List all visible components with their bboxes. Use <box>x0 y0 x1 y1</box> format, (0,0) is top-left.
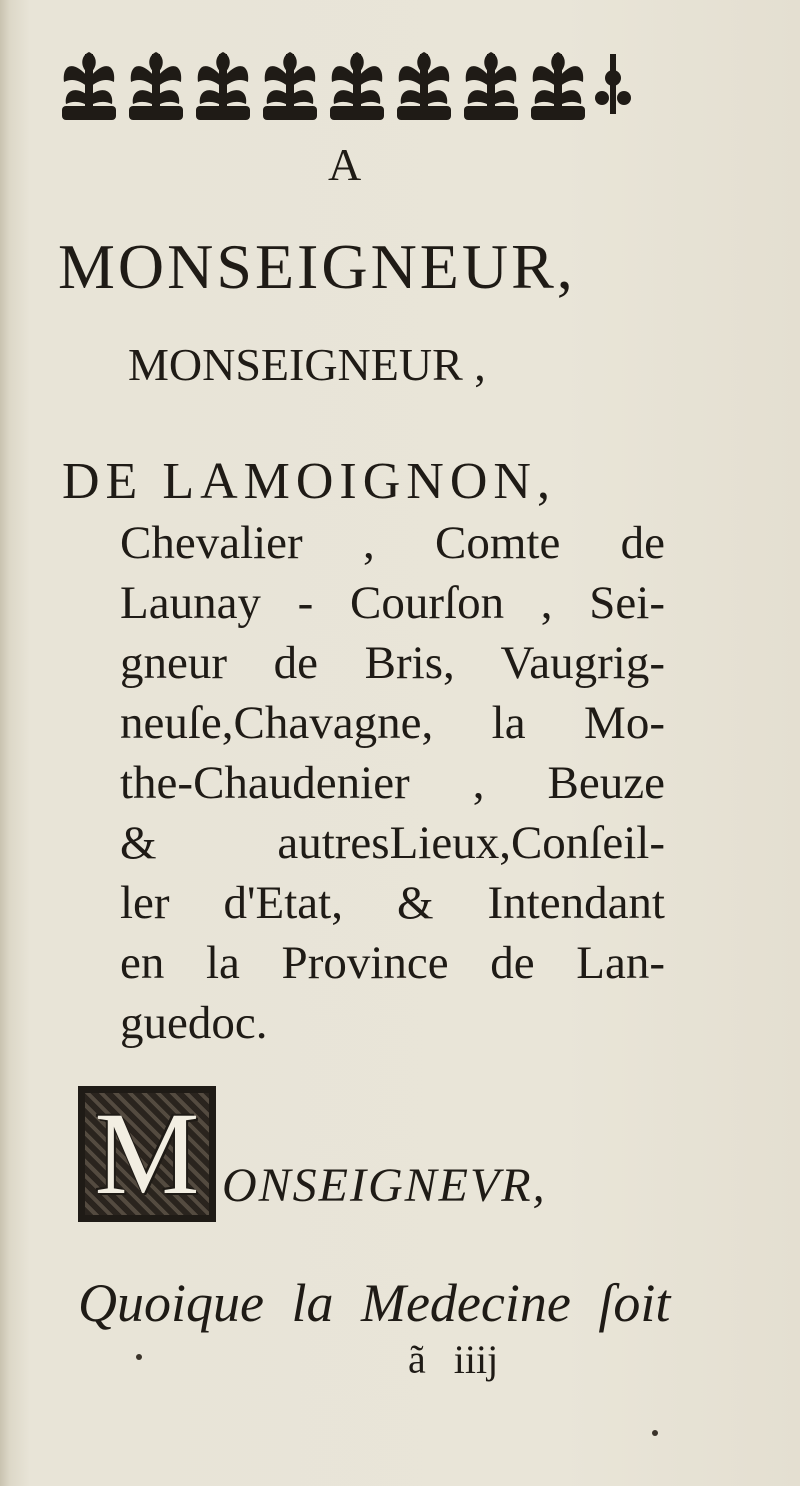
ink-speck <box>136 1354 142 1360</box>
title-line: ler d'Etat, & Intendant <box>120 877 665 929</box>
fleuron-icon <box>62 52 116 120</box>
dedicatee-heading-small: MONSEIGNEUR , <box>128 339 486 390</box>
fleuron-icon <box>196 52 250 120</box>
fleuron-icon <box>595 54 631 114</box>
fleuron-icon <box>129 52 183 120</box>
fleuron-icon <box>330 52 384 120</box>
title-line: gneur de Bris, Vaugrig- <box>120 637 665 689</box>
title-line: Launay - Courſon , Sei- <box>120 577 665 629</box>
dedicatee-name: DE LAMOIGNON, <box>62 453 556 510</box>
dedicatee-titles <box>120 513 665 1053</box>
title-line: the-Chaudenier , Beuze <box>120 757 665 809</box>
ink-speck <box>652 1430 658 1436</box>
ornamental-headpiece <box>58 48 658 126</box>
dedication-a: A <box>328 139 362 190</box>
title-line: Chevalier , Comte de <box>120 517 665 569</box>
title-line: en la Province de Lan- <box>120 937 665 989</box>
signature-mark: ã iiij <box>408 1337 499 1382</box>
initial-letter: M <box>94 1088 200 1219</box>
fleuron-row <box>58 48 658 126</box>
decorated-initial <box>78 1086 216 1222</box>
fleuron-icon <box>397 52 451 120</box>
fleuron-icon <box>464 52 518 120</box>
opening-line: Quoique la Medecine ſoit <box>78 1273 671 1333</box>
fleuron-icon <box>531 52 585 120</box>
salutation: ONSEIGNEVR, <box>222 1159 547 1212</box>
dedicatee-heading-large: MONSEIGNEUR, <box>58 231 576 302</box>
title-line: neuſe,Chavagne, la Mo- <box>120 697 665 749</box>
title-line: & autresLieux,Conſeil- <box>120 817 665 869</box>
initial-pattern <box>85 1088 209 1219</box>
title-line: guedoc. <box>120 997 268 1049</box>
fleuron-icon <box>263 52 317 120</box>
